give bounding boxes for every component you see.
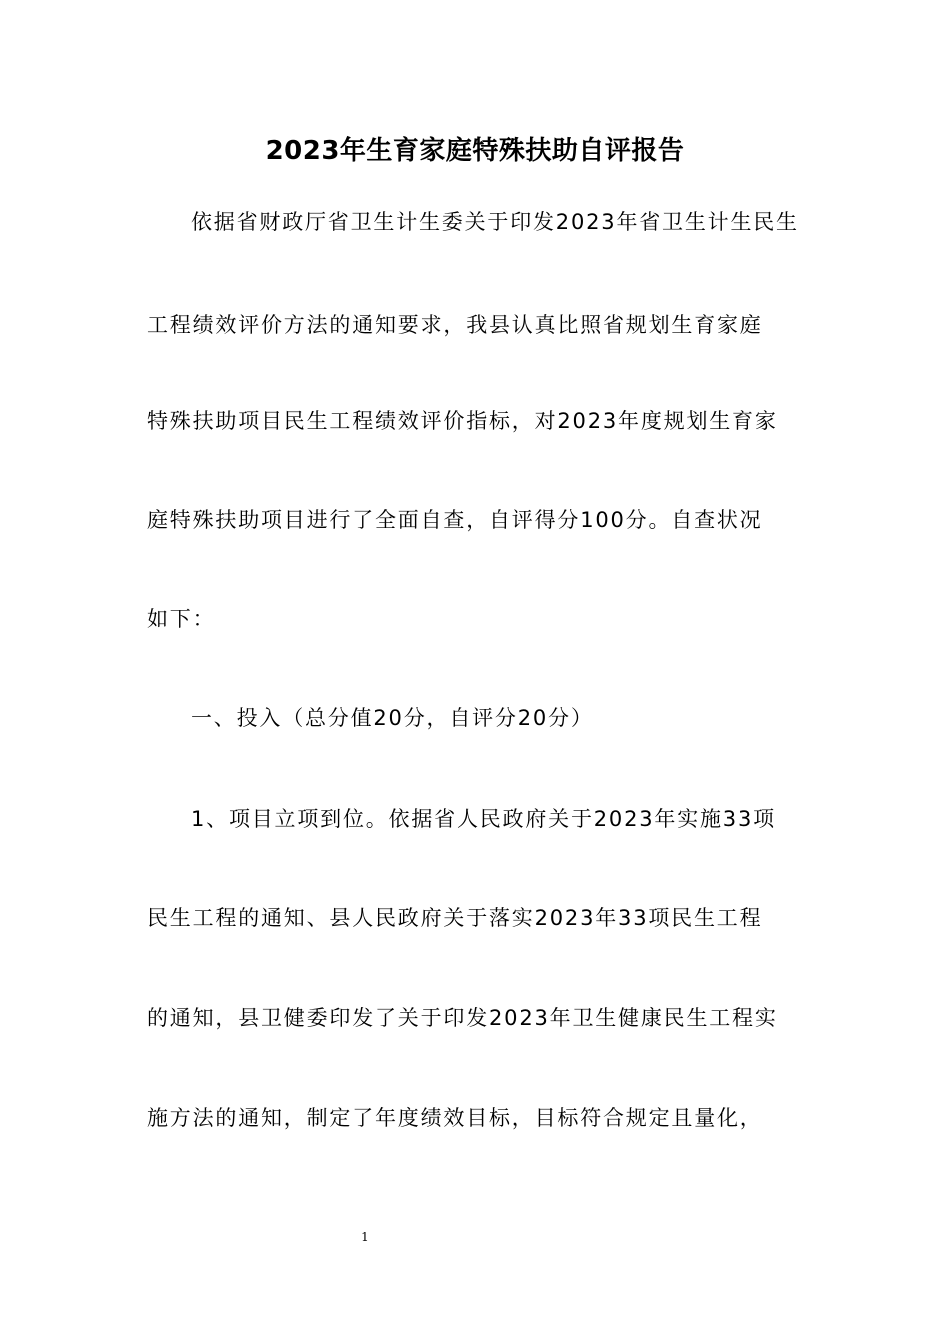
section-heading: 一、投入（总分值20分，自评分20分） bbox=[191, 706, 594, 730]
paragraph-line: 的通知，县卫健委印发了关于印发2023年卫生健康民生工程实 bbox=[147, 1006, 778, 1030]
paragraph-line: 民生工程的通知、县人民政府关于落实2023年33项民生工程 bbox=[147, 906, 763, 930]
paragraph-line: 庭特殊扶助项目进行了全面自查，自评得分100分。自查状况 bbox=[147, 508, 763, 532]
paragraph-line: 特殊扶助项目民生工程绩效评价指标，对2023年度规划生育家 bbox=[147, 409, 778, 433]
paragraph-line: 工程绩效评价方法的通知要求，我县认真比照省规划生育家庭 bbox=[147, 313, 763, 337]
page-number: 1 bbox=[361, 1230, 369, 1244]
paragraph-line: 如下： bbox=[147, 607, 216, 631]
paragraph-line: 施方法的通知，制定了年度绩效目标，目标符合规定且量化， bbox=[147, 1106, 763, 1130]
paragraph-line: 依据省财政厅省卫生计生委关于印发2023年省卫生计生民生 bbox=[191, 210, 799, 234]
paragraph-line: 1、项目立项到位。依据省人民政府关于2023年实施33项 bbox=[191, 807, 776, 831]
document-title: 2023年生育家庭特殊扶助自评报告 bbox=[265, 136, 685, 166]
